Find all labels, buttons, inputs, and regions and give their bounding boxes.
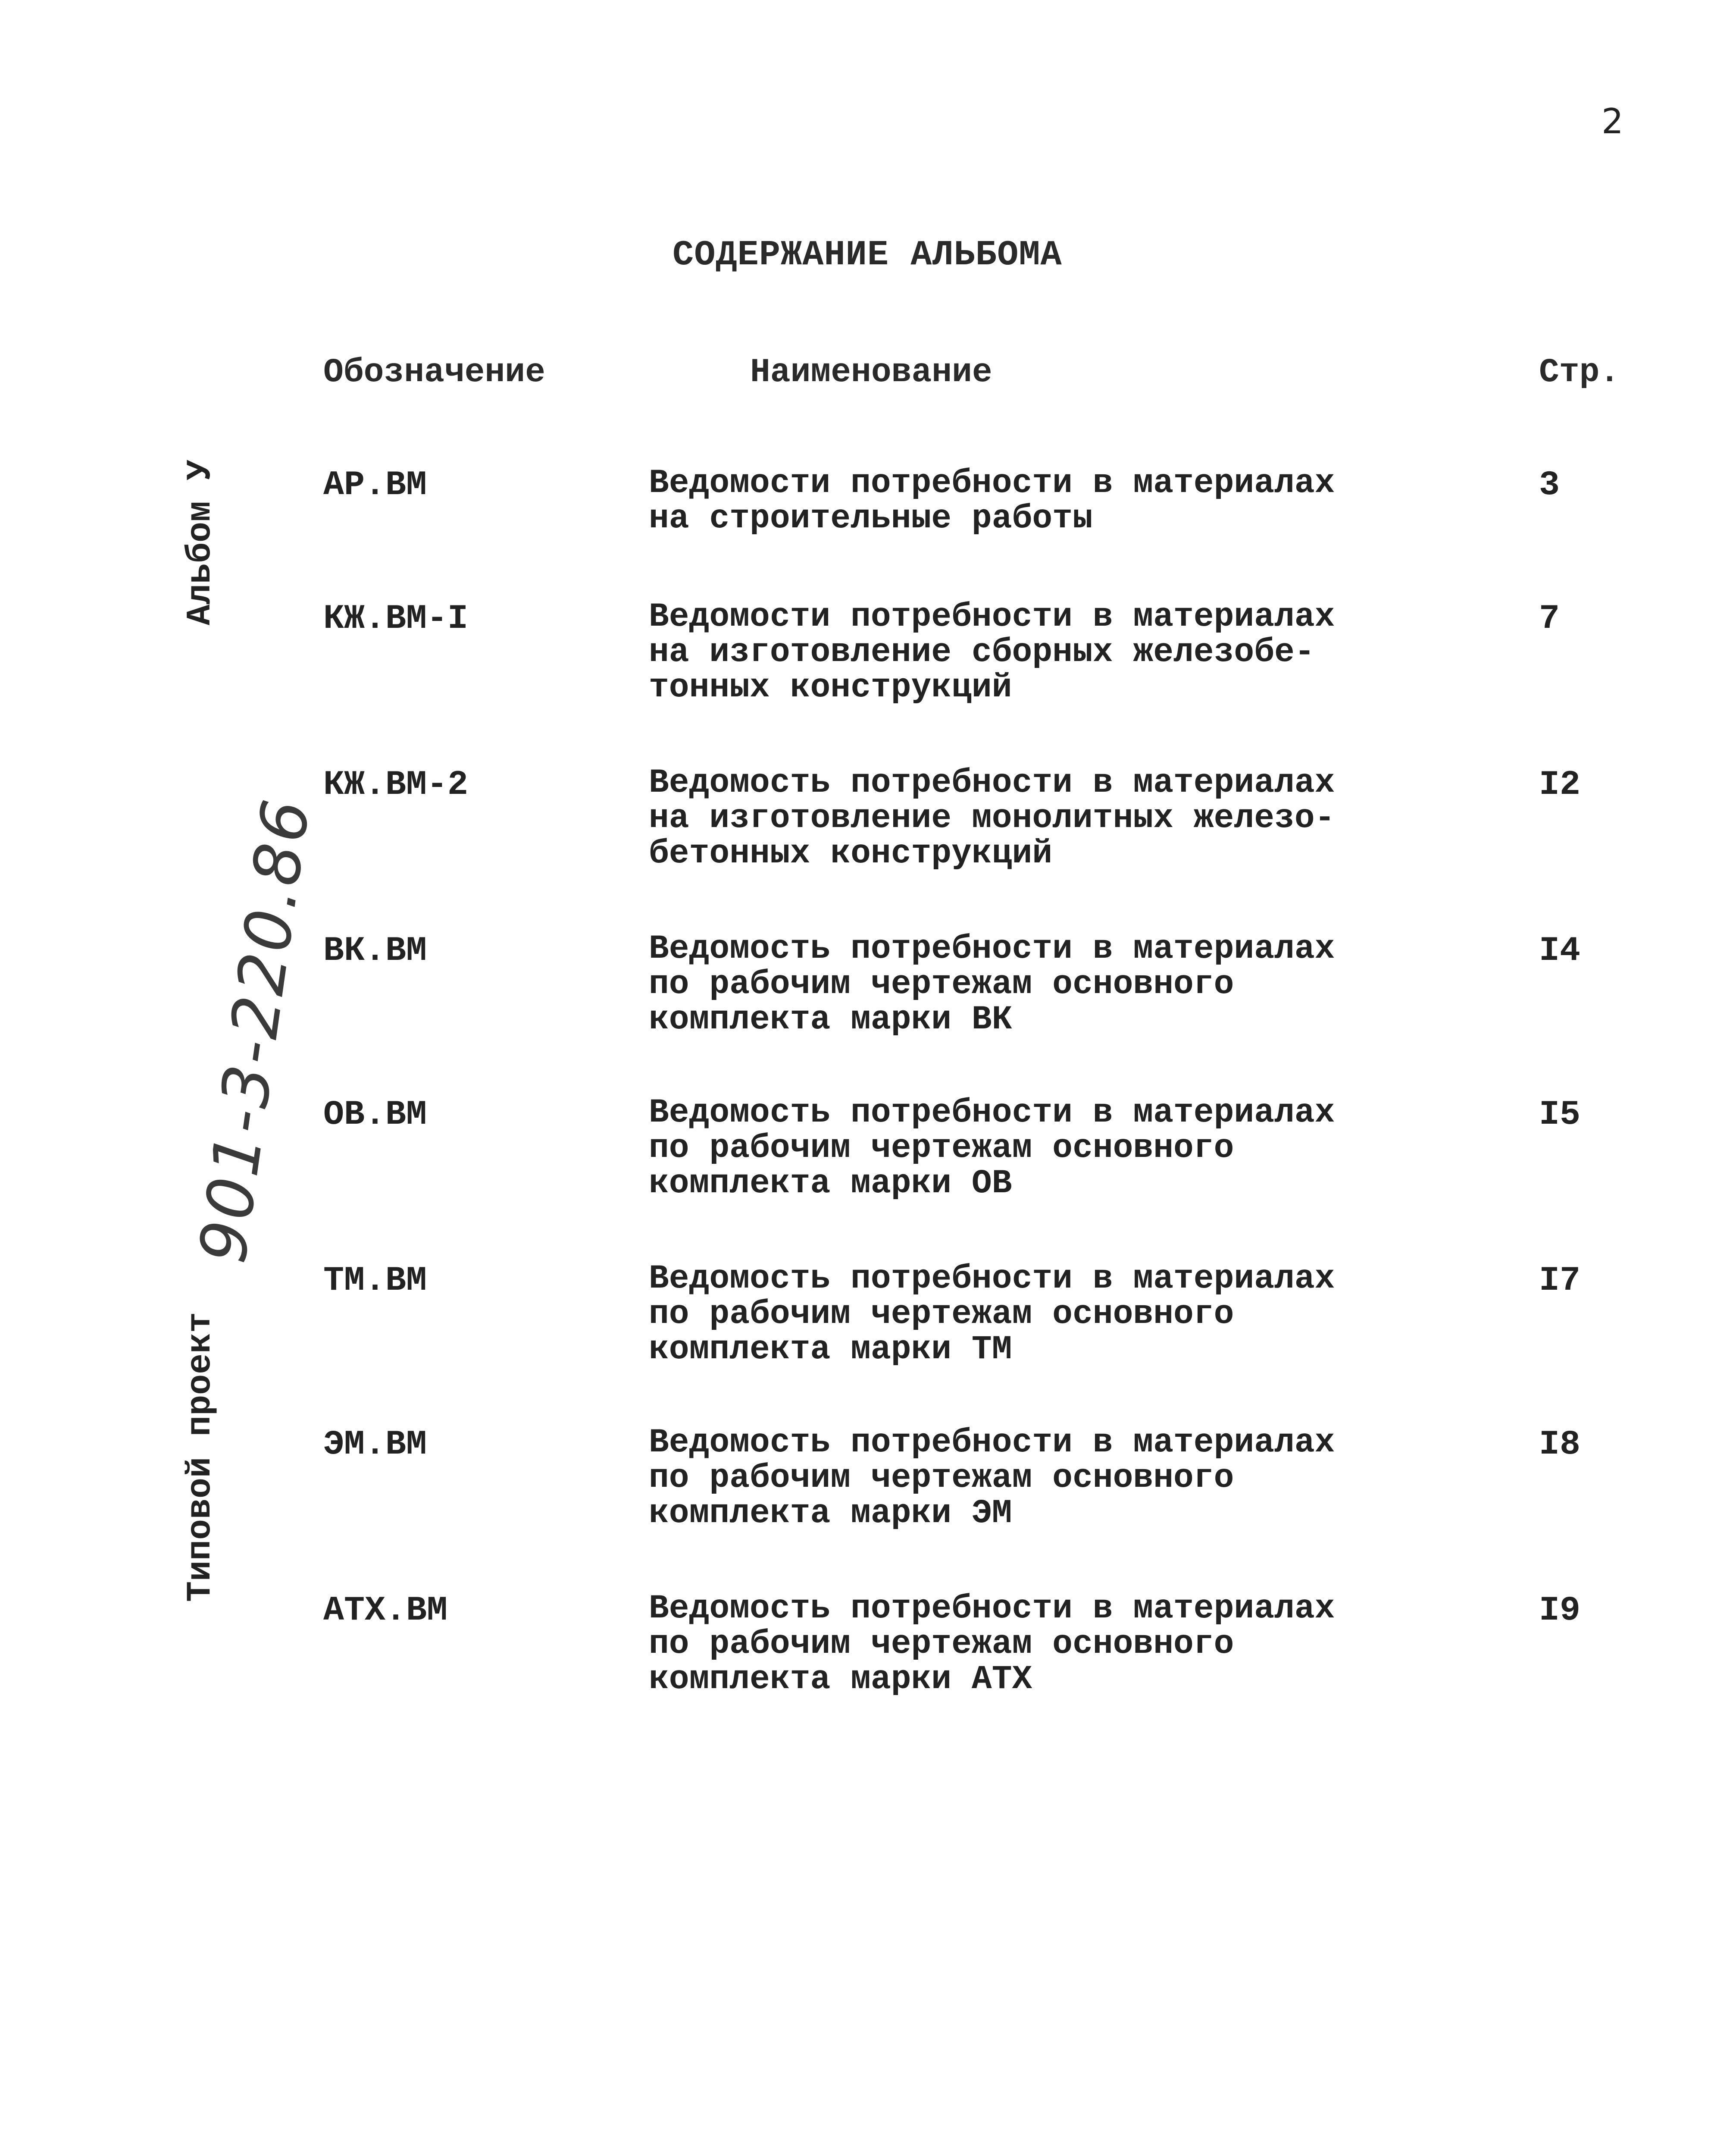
column-header-page: Стр. — [1539, 354, 1620, 392]
row-page: I2 — [1539, 765, 1581, 805]
row-name: Ведомость потребности в материалах по рабочим чертежам основного комплекта марки ЭМ — [649, 1424, 1335, 1532]
row-name: Ведомости потребности в материалах на строительные работы — [649, 464, 1335, 538]
row-page: 3 — [1539, 466, 1560, 505]
row-code: АТХ.ВМ — [323, 1591, 448, 1630]
row-page: I9 — [1539, 1591, 1581, 1630]
row-page: I7 — [1539, 1261, 1581, 1300]
row-code: АР.ВМ — [323, 466, 427, 505]
side-project-number: 901-3-220.86 — [185, 793, 325, 1268]
row-code: ЭМ.ВМ — [323, 1425, 427, 1464]
row-name: Ведомость потребности в материалах по рабочим чертежам основного комплекта марки ОВ — [649, 1094, 1335, 1203]
row-name: Ведомость потребности в материалах по рабочим чертежам основного комплекта марки ТМ — [649, 1260, 1335, 1369]
row-code: ОВ.ВМ — [323, 1095, 427, 1134]
side-album-label: Альбом У — [181, 459, 220, 625]
row-page: 7 — [1539, 599, 1560, 639]
row-name: Ведомость потребности в материалах по рабочим чертежам основного комплекта марки ВК — [649, 930, 1335, 1039]
row-code: КЖ.ВМ-I — [323, 599, 469, 639]
row-name: Ведомости потребности в материалах на изготовление сборных железобе- тонных конструкций — [649, 598, 1335, 707]
row-page: I4 — [1539, 931, 1581, 971]
row-name: Ведомость потребности в материалах на изготовление монолитных железо- бетонных конструкций — [649, 764, 1335, 873]
row-page: I5 — [1539, 1095, 1581, 1134]
column-header-name: Наименование — [750, 354, 992, 392]
row-name: Ведомость потребности в материалах по рабочим чертежам основного комплекта марки АТХ — [649, 1590, 1335, 1698]
column-header-code: Обозначение — [323, 354, 545, 392]
row-code: ТМ.ВМ — [323, 1261, 427, 1300]
page-number: 2 — [1602, 101, 1623, 141]
row-code: КЖ.ВМ-2 — [323, 765, 469, 805]
side-project-label: Типовой проект — [181, 1312, 220, 1602]
page-title: СОДЕРЖАНИЕ АЛЬБОМА — [673, 235, 1062, 275]
row-code: ВК.ВМ — [323, 931, 427, 971]
row-page: I8 — [1539, 1425, 1581, 1464]
